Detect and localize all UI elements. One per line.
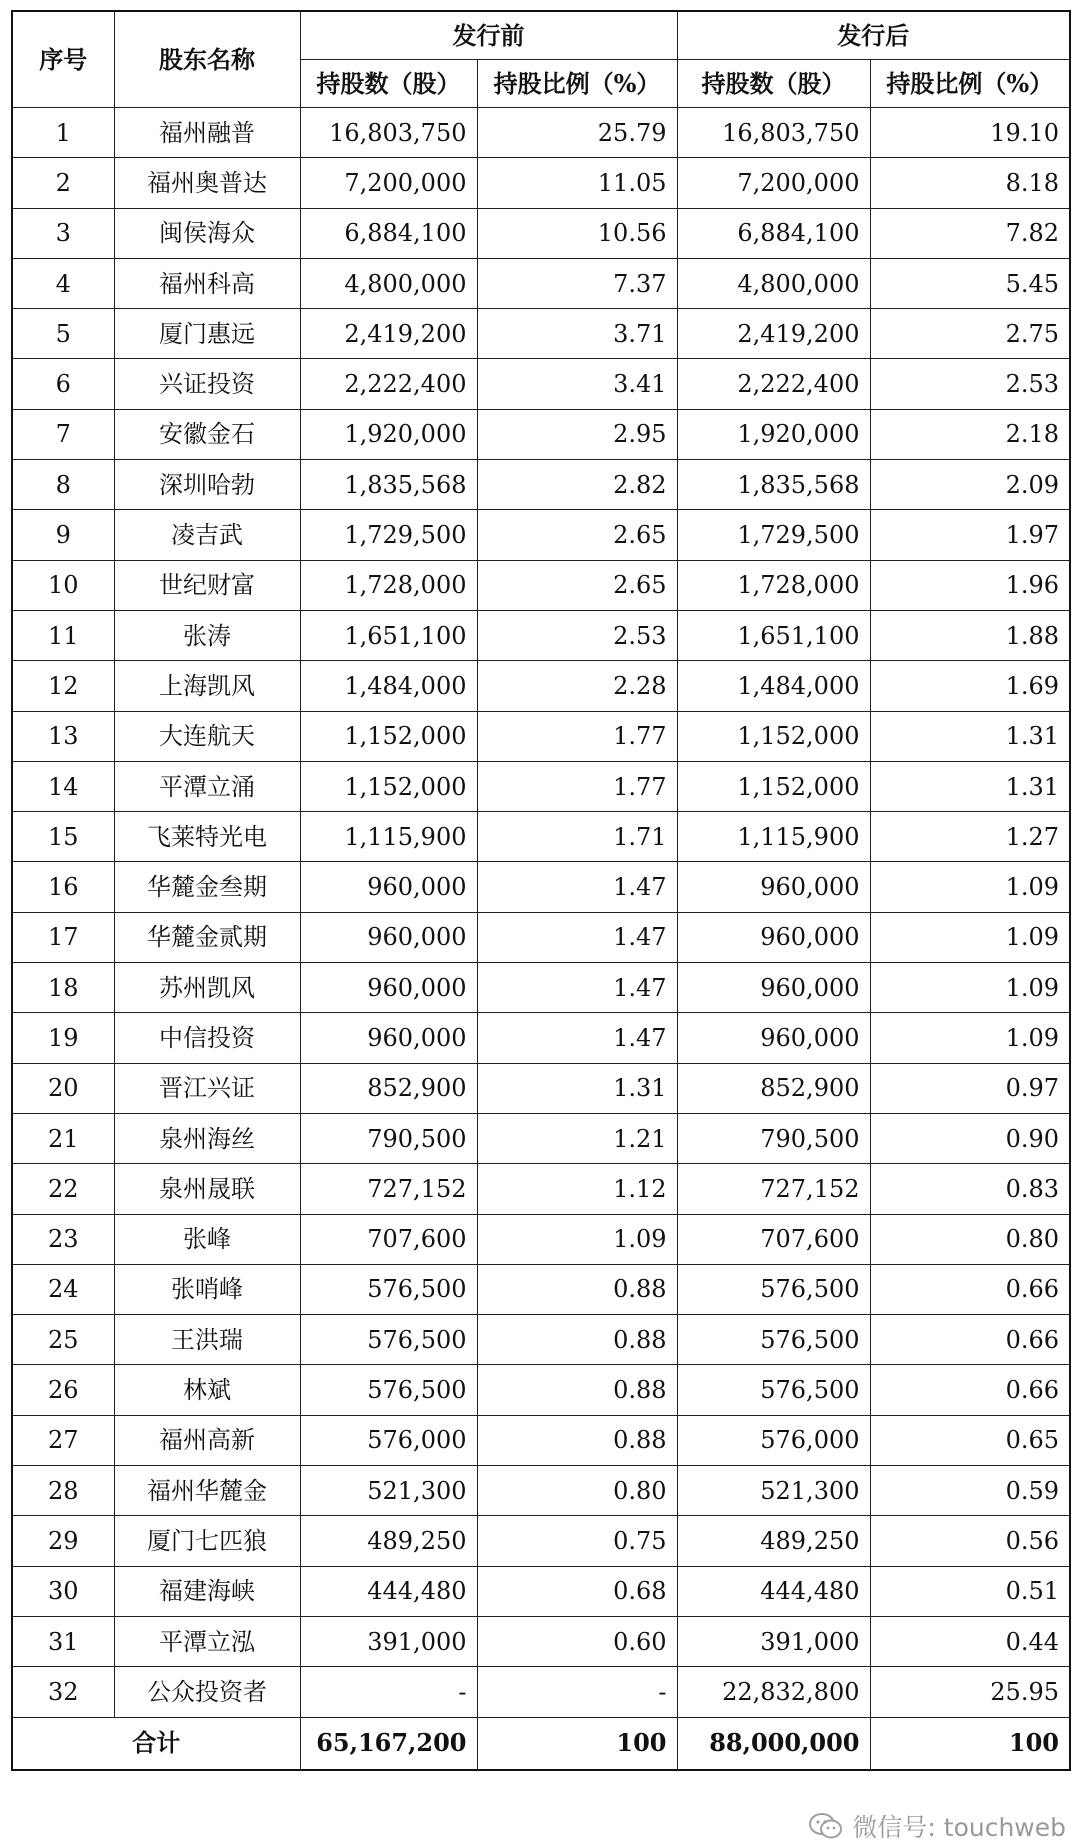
row-after-shares: 1,152,000 [677,761,870,811]
row-before-ratio: 0.88 [477,1365,677,1415]
row-after-shares: 1,651,100 [677,610,870,660]
row-after-shares: 16,803,750 [677,108,870,158]
table-row [12,1667,1070,1717]
table-row [12,1164,1070,1214]
row-index: 15 [12,812,114,862]
row-shareholder-name: 中信投资 [114,1013,300,1063]
row-after-ratio: 7.82 [870,208,1070,258]
table-row [12,1566,1070,1616]
row-before-ratio: 1.47 [477,862,677,912]
table-row [12,208,1070,258]
header-after-issuance: 发行后 [677,11,1070,60]
header-before-issuance: 发行前 [300,11,677,60]
row-before-shares: 6,884,100 [300,208,477,258]
row-shareholder-name: 兴证投资 [114,359,300,409]
row-after-ratio: 0.65 [870,1415,1070,1465]
row-shareholder-name: 泉州海丝 [114,1113,300,1163]
total-after-ratio: 100 [870,1717,1070,1770]
row-after-ratio: 25.95 [870,1667,1070,1717]
table-row [12,661,1070,711]
total-after-shares: 88,000,000 [677,1717,870,1770]
row-before-ratio: 0.75 [477,1516,677,1566]
row-after-shares: 489,250 [677,1516,870,1566]
row-before-ratio: 3.41 [477,359,677,409]
row-before-ratio: 1.21 [477,1113,677,1163]
row-before-ratio: 0.60 [477,1616,677,1666]
row-after-ratio: 0.97 [870,1063,1070,1113]
row-after-ratio: 0.80 [870,1214,1070,1264]
table-row [12,610,1070,660]
row-index: 10 [12,560,114,610]
row-before-shares: 960,000 [300,963,477,1013]
row-before-shares: 576,500 [300,1365,477,1415]
row-index: 7 [12,409,114,459]
table-row [12,812,1070,862]
table-row [12,1466,1070,1516]
row-before-shares: 960,000 [300,912,477,962]
row-before-shares: 727,152 [300,1164,477,1214]
row-shareholder-name: 华麓金贰期 [114,912,300,962]
row-before-shares: 521,300 [300,1466,477,1516]
row-index: 27 [12,1415,114,1465]
row-before-shares: 4,800,000 [300,258,477,308]
row-after-shares: 1,835,568 [677,460,870,510]
row-after-shares: 7,200,000 [677,158,870,208]
row-before-shares: 1,728,000 [300,560,477,610]
table-row [12,510,1070,560]
row-before-ratio: 1.31 [477,1063,677,1113]
header-row-top [12,11,1070,60]
row-index: 13 [12,711,114,761]
row-before-shares: 576,000 [300,1415,477,1465]
row-after-ratio: 1.31 [870,761,1070,811]
table-row [12,862,1070,912]
row-shareholder-name: 福建海峡 [114,1566,300,1616]
row-after-ratio: 2.53 [870,359,1070,409]
row-after-shares: 727,152 [677,1164,870,1214]
row-index: 19 [12,1013,114,1063]
row-before-shares: 1,835,568 [300,460,477,510]
row-shareholder-name: 张涛 [114,610,300,660]
row-index: 11 [12,610,114,660]
row-shareholder-name: 闽侯海众 [114,208,300,258]
row-after-shares: 1,152,000 [677,711,870,761]
wechat-watermark [808,1808,1066,1844]
row-shareholder-name: 飞莱特光电 [114,812,300,862]
row-before-shares: 1,920,000 [300,409,477,459]
row-after-ratio: 2.18 [870,409,1070,459]
row-shareholder-name: 安徽金石 [114,409,300,459]
row-shareholder-name: 上海凯风 [114,661,300,711]
row-after-ratio: 1.09 [870,1013,1070,1063]
wechat-icon [808,1812,844,1840]
row-shareholder-name: 福州融普 [114,108,300,158]
table-row [12,409,1070,459]
row-before-ratio: 2.95 [477,409,677,459]
row-index: 3 [12,208,114,258]
row-shareholder-name: 福州高新 [114,1415,300,1465]
row-before-ratio: 1.09 [477,1214,677,1264]
row-before-shares: - [300,1667,477,1717]
watermark-text: 微信号: touchweb [852,1813,1066,1842]
row-after-shares: 576,000 [677,1415,870,1465]
row-index: 32 [12,1667,114,1717]
row-index: 17 [12,912,114,962]
row-after-shares: 2,419,200 [677,309,870,359]
row-after-shares: 576,500 [677,1365,870,1415]
row-after-shares: 960,000 [677,912,870,962]
row-after-ratio: 8.18 [870,158,1070,208]
row-before-shares: 1,729,500 [300,510,477,560]
row-after-ratio: 1.96 [870,560,1070,610]
row-shareholder-name: 王洪瑞 [114,1315,300,1365]
header-before-ratio: 持股比例（%） [477,60,677,108]
table-row [12,1013,1070,1063]
table-row [12,761,1070,811]
row-index: 23 [12,1214,114,1264]
row-before-ratio: 2.28 [477,661,677,711]
row-index: 5 [12,309,114,359]
row-shareholder-name: 林斌 [114,1365,300,1415]
table-row [12,711,1070,761]
row-before-ratio: 2.82 [477,460,677,510]
row-index: 21 [12,1113,114,1163]
row-shareholder-name: 公众投资者 [114,1667,300,1717]
table-body [12,108,1070,1718]
row-after-ratio: 1.69 [870,661,1070,711]
row-index: 20 [12,1063,114,1113]
row-before-shares: 7,200,000 [300,158,477,208]
row-after-shares: 1,115,900 [677,812,870,862]
row-shareholder-name: 福州科高 [114,258,300,308]
row-before-shares: 1,152,000 [300,761,477,811]
row-before-ratio: 1.71 [477,812,677,862]
table-row [12,1616,1070,1666]
row-before-ratio: 3.71 [477,309,677,359]
row-after-shares: 444,480 [677,1566,870,1616]
row-before-ratio: 1.12 [477,1164,677,1214]
row-index: 18 [12,963,114,1013]
row-after-shares: 521,300 [677,1466,870,1516]
table-row [12,1214,1070,1264]
row-before-ratio: 0.88 [477,1264,677,1314]
row-after-shares: 576,500 [677,1315,870,1365]
row-after-ratio: 0.51 [870,1566,1070,1616]
row-before-shares: 1,115,900 [300,812,477,862]
row-after-ratio: 1.31 [870,711,1070,761]
row-index: 26 [12,1365,114,1415]
table-row [12,1264,1070,1314]
table-row [12,1063,1070,1113]
row-after-ratio: 0.90 [870,1113,1070,1163]
row-shareholder-name: 平潭立泓 [114,1616,300,1666]
row-before-ratio: 10.56 [477,208,677,258]
header-shareholder-name: 股东名称 [114,11,300,108]
shareholder-table-container [11,10,1069,1771]
row-shareholder-name: 张哨峰 [114,1264,300,1314]
row-after-shares: 2,222,400 [677,359,870,409]
shareholder-table [11,10,1071,1771]
row-shareholder-name: 大连航天 [114,711,300,761]
row-index: 8 [12,460,114,510]
row-before-shares: 576,500 [300,1264,477,1314]
row-index: 24 [12,1264,114,1314]
row-after-ratio: 5.45 [870,258,1070,308]
row-index: 12 [12,661,114,711]
row-before-ratio: - [477,1667,677,1717]
row-after-ratio: 1.97 [870,510,1070,560]
row-index: 1 [12,108,114,158]
row-before-shares: 2,222,400 [300,359,477,409]
row-shareholder-name: 凌吉武 [114,510,300,560]
header-after-ratio: 持股比例（%） [870,60,1070,108]
row-after-ratio: 19.10 [870,108,1070,158]
header-after-shares: 持股数（股） [677,60,870,108]
row-after-ratio: 1.09 [870,963,1070,1013]
table-row [12,1365,1070,1415]
row-shareholder-name: 厦门惠远 [114,309,300,359]
row-before-shares: 391,000 [300,1616,477,1666]
row-before-ratio: 0.80 [477,1466,677,1516]
row-after-ratio: 0.66 [870,1315,1070,1365]
table-row [12,1315,1070,1365]
row-index: 29 [12,1516,114,1566]
row-after-shares: 391,000 [677,1616,870,1666]
table-row [12,359,1070,409]
table-row [12,963,1070,1013]
row-after-shares: 960,000 [677,1013,870,1063]
table-row [12,158,1070,208]
row-after-ratio: 2.75 [870,309,1070,359]
row-after-ratio: 0.56 [870,1516,1070,1566]
row-shareholder-name: 华麓金叁期 [114,862,300,912]
table-row [12,108,1070,158]
row-after-shares: 707,600 [677,1214,870,1264]
table-row [12,309,1070,359]
table-row [12,1113,1070,1163]
row-before-shares: 489,250 [300,1516,477,1566]
row-before-ratio: 2.65 [477,560,677,610]
row-before-ratio: 1.47 [477,963,677,1013]
row-after-shares: 852,900 [677,1063,870,1113]
row-after-ratio: 1.27 [870,812,1070,862]
row-before-shares: 2,419,200 [300,309,477,359]
table-row [12,460,1070,510]
row-index: 14 [12,761,114,811]
header-index: 序号 [12,11,114,108]
row-after-shares: 1,729,500 [677,510,870,560]
row-after-ratio: 0.83 [870,1164,1070,1214]
row-after-shares: 1,920,000 [677,409,870,459]
row-before-ratio: 1.47 [477,1013,677,1063]
row-before-ratio: 0.68 [477,1566,677,1616]
row-before-ratio: 1.47 [477,912,677,962]
total-row [12,1717,1070,1770]
row-before-shares: 790,500 [300,1113,477,1163]
row-before-shares: 960,000 [300,1013,477,1063]
row-shareholder-name: 深圳哈勃 [114,460,300,510]
row-after-ratio: 0.66 [870,1264,1070,1314]
row-shareholder-name: 福州奥普达 [114,158,300,208]
row-shareholder-name: 世纪财富 [114,560,300,610]
row-index: 25 [12,1315,114,1365]
row-before-shares: 576,500 [300,1315,477,1365]
row-shareholder-name: 泉州晟联 [114,1164,300,1214]
row-after-shares: 960,000 [677,963,870,1013]
table-row [12,560,1070,610]
row-index: 16 [12,862,114,912]
row-index: 22 [12,1164,114,1214]
row-after-ratio: 1.09 [870,862,1070,912]
row-before-shares: 1,152,000 [300,711,477,761]
row-before-ratio: 1.77 [477,761,677,811]
row-shareholder-name: 福州华麓金 [114,1466,300,1516]
row-before-shares: 16,803,750 [300,108,477,158]
row-after-shares: 960,000 [677,862,870,912]
row-before-shares: 960,000 [300,862,477,912]
row-index: 2 [12,158,114,208]
row-before-shares: 852,900 [300,1063,477,1113]
row-index: 6 [12,359,114,409]
row-index: 31 [12,1616,114,1666]
row-shareholder-name: 张峰 [114,1214,300,1264]
table-row [12,1516,1070,1566]
row-after-ratio: 2.09 [870,460,1070,510]
row-before-shares: 1,651,100 [300,610,477,660]
row-before-ratio: 0.88 [477,1415,677,1465]
row-before-ratio: 2.65 [477,510,677,560]
row-after-shares: 790,500 [677,1113,870,1163]
row-after-shares: 1,484,000 [677,661,870,711]
row-index: 28 [12,1466,114,1516]
row-index: 9 [12,510,114,560]
row-before-ratio: 0.88 [477,1315,677,1365]
row-before-ratio: 1.77 [477,711,677,761]
total-before-ratio: 100 [477,1717,677,1770]
row-after-ratio: 1.09 [870,912,1070,962]
row-shareholder-name: 平潭立涌 [114,761,300,811]
row-before-shares: 1,484,000 [300,661,477,711]
row-after-ratio: 0.66 [870,1365,1070,1415]
row-after-shares: 4,800,000 [677,258,870,308]
row-before-ratio: 11.05 [477,158,677,208]
row-shareholder-name: 晋江兴证 [114,1063,300,1113]
total-before-shares: 65,167,200 [300,1717,477,1770]
row-shareholder-name: 苏州凯风 [114,963,300,1013]
row-after-shares: 1,728,000 [677,560,870,610]
row-index: 4 [12,258,114,308]
row-after-shares: 6,884,100 [677,208,870,258]
total-label: 合计 [12,1717,300,1770]
row-shareholder-name: 厦门七匹狼 [114,1516,300,1566]
table-row [12,258,1070,308]
table-row [12,1415,1070,1465]
row-before-ratio: 7.37 [477,258,677,308]
row-before-shares: 707,600 [300,1214,477,1264]
row-index: 30 [12,1566,114,1616]
table-row [12,912,1070,962]
row-after-ratio: 1.88 [870,610,1070,660]
row-before-ratio: 25.79 [477,108,677,158]
row-after-ratio: 0.59 [870,1466,1070,1516]
header-before-shares: 持股数（股） [300,60,477,108]
row-after-shares: 576,500 [677,1264,870,1314]
row-before-shares: 444,480 [300,1566,477,1616]
row-after-shares: 22,832,800 [677,1667,870,1717]
row-before-ratio: 2.53 [477,610,677,660]
row-after-ratio: 0.44 [870,1616,1070,1666]
